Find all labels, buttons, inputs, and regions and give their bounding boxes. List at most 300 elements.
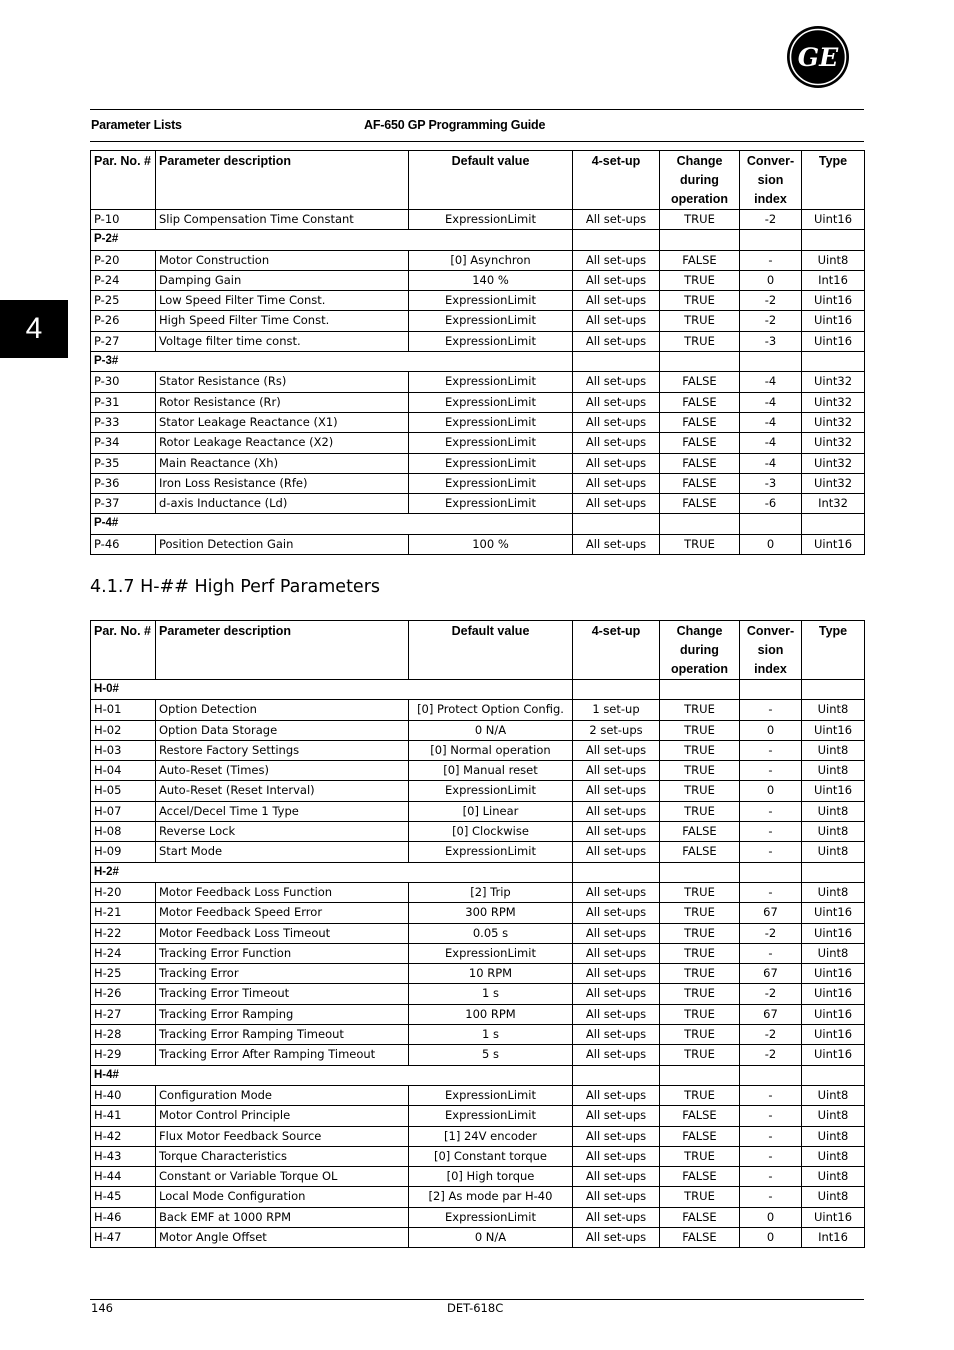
cell-par-no: H-42 [91,1126,156,1146]
cell-setup: 1 set-up [573,700,660,720]
cell-type: Uint16 [802,1004,865,1024]
cell-par-no: H-05 [91,781,156,801]
cell-default-value: [0] Normal operation [409,740,573,760]
empty-cell [802,352,865,372]
cell-setup: All set-ups [573,1025,660,1045]
cell-conversion-index: -4 [740,372,802,392]
cell-setup: All set-ups [573,453,660,473]
cell-par-no: P-25 [91,291,156,311]
cell-conversion-index: - [740,801,802,821]
cell-default-value: ExpressionLimit [409,331,573,351]
cell-change-during-operation: TRUE [660,331,740,351]
table-row [91,433,865,453]
cell-setup: All set-ups [573,534,660,554]
cell-type: Uint8 [802,1187,865,1207]
logo-text: GE [797,43,839,72]
table-row [91,964,865,984]
cell-par-no: H-01 [91,700,156,720]
cell-description: Tracking Error Timeout [156,984,409,1004]
cell-setup: All set-ups [573,740,660,760]
col-header-type: Type [802,621,865,680]
cell-change-during-operation: FALSE [660,250,740,270]
cell-type: Uint8 [802,943,865,963]
cell-change-during-operation: TRUE [660,1085,740,1105]
table-row [91,534,865,554]
cell-par-no: H-24 [91,943,156,963]
cell-type: Uint8 [802,801,865,821]
cell-default-value: ExpressionLimit [409,1106,573,1126]
cell-type: Uint8 [802,1146,865,1166]
cell-par-no: H-41 [91,1106,156,1126]
header-rule [90,141,864,142]
cell-change-during-operation: FALSE [660,1106,740,1126]
cell-setup: All set-ups [573,882,660,902]
cell-par-no: H-27 [91,1004,156,1024]
cell-type: Uint16 [802,984,865,1004]
cell-change-during-operation: FALSE [660,1167,740,1187]
cell-change-during-operation: FALSE [660,372,740,392]
cell-par-no: P-27 [91,331,156,351]
cell-default-value: [0] Manual reset [409,761,573,781]
cell-default-value: 100 % [409,534,573,554]
table-row [91,1085,865,1105]
empty-cell [573,352,660,372]
cell-setup: All set-ups [573,392,660,412]
cell-setup: All set-ups [573,250,660,270]
empty-cell [740,862,802,882]
cell-par-no: P-26 [91,311,156,331]
cell-default-value: [2] As mode par H-40 [409,1187,573,1207]
cell-par-no: P-46 [91,534,156,554]
cell-type: Uint16 [802,1045,865,1065]
empty-cell [660,862,740,882]
cell-conversion-index: -2 [740,1025,802,1045]
empty-cell [740,680,802,700]
group-label: H-4# [91,1065,573,1085]
cell-setup: All set-ups [573,822,660,842]
col-header-par-no: Par. No. # [91,621,156,680]
ge-logo [786,25,850,89]
cell-description: Tracking Error Ramping [156,1004,409,1024]
cell-conversion-index: - [740,740,802,760]
cell-type: Uint8 [802,1126,865,1146]
cell-change-during-operation: TRUE [660,903,740,923]
cell-conversion-index: - [740,1085,802,1105]
cell-description: Tracking Error [156,964,409,984]
parameter-table-p [90,150,865,555]
cell-default-value: ExpressionLimit [409,842,573,862]
cell-par-no: H-44 [91,1167,156,1187]
table-row [91,903,865,923]
cell-conversion-index: 0 [740,1207,802,1227]
cell-change-during-operation: TRUE [660,534,740,554]
cell-conversion-index: 0 [740,781,802,801]
empty-cell [660,230,740,250]
cell-description: Iron Loss Resistance (Rfe) [156,473,409,493]
empty-cell [573,1065,660,1085]
empty-cell [573,230,660,250]
cell-setup: All set-ups [573,1085,660,1105]
cell-conversion-index: - [740,1126,802,1146]
cell-conversion-index: - [740,1106,802,1126]
cell-default-value: ExpressionLimit [409,1085,573,1105]
group-row [91,1065,865,1085]
cell-change-during-operation: TRUE [660,1187,740,1207]
cell-par-no: P-36 [91,473,156,493]
cell-default-value: ExpressionLimit [409,412,573,432]
col-header-setup: 4-set-up [573,621,660,680]
cell-default-value: 1 s [409,1025,573,1045]
cell-type: Uint16 [802,923,865,943]
cell-setup: All set-ups [573,1167,660,1187]
group-row [91,352,865,372]
cell-par-no: H-08 [91,822,156,842]
cell-type: Uint8 [802,250,865,270]
table-row [91,1106,865,1126]
cell-change-during-operation: TRUE [660,801,740,821]
cell-conversion-index: -4 [740,453,802,473]
cell-conversion-index: 67 [740,964,802,984]
cell-type: Uint16 [802,1025,865,1045]
empty-cell [660,352,740,372]
cell-setup: All set-ups [573,984,660,1004]
col-header-par-no: Par. No. # [91,151,156,210]
cell-conversion-index: 0 [740,534,802,554]
cell-default-value: 0.05 s [409,923,573,943]
cell-description: Tracking Error Function [156,943,409,963]
col-header-change: Change during operation [660,151,740,210]
table-row [91,1025,865,1045]
cell-conversion-index: -3 [740,473,802,493]
cell-default-value: 0 N/A [409,1228,573,1248]
empty-cell [573,514,660,534]
cell-description: Option Detection [156,700,409,720]
cell-setup: All set-ups [573,372,660,392]
cell-setup: All set-ups [573,1146,660,1166]
cell-default-value: ExpressionLimit [409,494,573,514]
table-row [91,1004,865,1024]
cell-default-value: [0] High torque [409,1167,573,1187]
cell-conversion-index: -2 [740,311,802,331]
cell-default-value: ExpressionLimit [409,781,573,801]
cell-conversion-index: -6 [740,494,802,514]
cell-description: Configuration Mode [156,1085,409,1105]
cell-setup: All set-ups [573,433,660,453]
group-row [91,230,865,250]
page-number: 146 [91,1301,113,1315]
cell-change-during-operation: TRUE [660,1146,740,1166]
cell-change-during-operation: TRUE [660,882,740,902]
header-rule [90,109,864,110]
cell-description: Motor Construction [156,250,409,270]
cell-change-during-operation: TRUE [660,761,740,781]
cell-default-value: [0] Protect Option Config. [409,700,573,720]
cell-description: Auto-Reset (Reset Interval) [156,781,409,801]
group-label: P-2# [91,230,573,250]
col-header-description: Parameter description [156,151,409,210]
cell-change-during-operation: FALSE [660,433,740,453]
table-row [91,210,865,230]
empty-cell [740,514,802,534]
cell-change-during-operation: TRUE [660,210,740,230]
cell-setup: All set-ups [573,781,660,801]
table-row [91,801,865,821]
cell-par-no: P-31 [91,392,156,412]
cell-description: Back EMF at 1000 RPM [156,1207,409,1227]
group-row [91,862,865,882]
cell-par-no: H-03 [91,740,156,760]
cell-conversion-index: - [740,700,802,720]
table-row [91,1126,865,1146]
group-label: P-4# [91,514,573,534]
table-row [91,1228,865,1248]
cell-par-no: H-09 [91,842,156,862]
cell-conversion-index: 0 [740,1228,802,1248]
cell-setup: All set-ups [573,1045,660,1065]
cell-par-no: H-20 [91,882,156,902]
table-row [91,781,865,801]
cell-setup: All set-ups [573,331,660,351]
cell-description: Torque Characteristics [156,1146,409,1166]
cell-conversion-index: 67 [740,903,802,923]
empty-cell [802,680,865,700]
cell-setup: All set-ups [573,1187,660,1207]
cell-default-value: [0] Constant torque [409,1146,573,1166]
cell-par-no: P-20 [91,250,156,270]
cell-description: Restore Factory Settings [156,740,409,760]
cell-type: Uint8 [802,1085,865,1105]
empty-cell [802,1065,865,1085]
cell-setup: All set-ups [573,473,660,493]
cell-change-during-operation: TRUE [660,984,740,1004]
cell-default-value: ExpressionLimit [409,473,573,493]
cell-par-no: H-07 [91,801,156,821]
table-row [91,882,865,902]
cell-conversion-index: -2 [740,923,802,943]
cell-description: Option Data Storage [156,720,409,740]
cell-conversion-index: - [740,1146,802,1166]
cell-default-value: ExpressionLimit [409,291,573,311]
cell-type: Uint32 [802,473,865,493]
group-label: P-3# [91,352,573,372]
cell-type: Int32 [802,494,865,514]
section-heading: 4.1.7 H-## High Perf Parameters [90,577,381,597]
cell-par-no: P-30 [91,372,156,392]
cell-setup: All set-ups [573,412,660,432]
cell-type: Uint16 [802,210,865,230]
cell-description: Local Mode Configuration [156,1187,409,1207]
document-title: AF-650 GP Programming Guide [364,118,546,132]
table-row [91,984,865,1004]
chapter-tab [0,300,68,358]
cell-conversion-index: -2 [740,291,802,311]
cell-setup: All set-ups [573,494,660,514]
cell-par-no: H-29 [91,1045,156,1065]
cell-default-value: 0 N/A [409,720,573,740]
cell-setup: All set-ups [573,1228,660,1248]
cell-type: Uint16 [802,331,865,351]
cell-change-during-operation: FALSE [660,822,740,842]
cell-change-during-operation: TRUE [660,781,740,801]
cell-default-value: ExpressionLimit [409,210,573,230]
cell-type: Uint8 [802,882,865,902]
cell-default-value: ExpressionLimit [409,1207,573,1227]
document-code: DET-618C [447,1301,504,1315]
cell-conversion-index: - [740,250,802,270]
cell-default-value: [0] Linear [409,801,573,821]
cell-par-no: P-35 [91,453,156,473]
table-row [91,842,865,862]
cell-setup: All set-ups [573,270,660,290]
cell-par-no: H-21 [91,903,156,923]
cell-par-no: H-47 [91,1228,156,1248]
cell-description: Motor Control Principle [156,1106,409,1126]
col-header-change: Change during operation [660,621,740,680]
cell-description: Main Reactance (Xh) [156,453,409,473]
cell-change-during-operation: TRUE [660,964,740,984]
cell-conversion-index: 0 [740,720,802,740]
cell-setup: All set-ups [573,923,660,943]
group-row [91,514,865,534]
cell-change-during-operation: TRUE [660,1025,740,1045]
cell-par-no: H-40 [91,1085,156,1105]
cell-description: Slip Compensation Time Constant [156,210,409,230]
col-header-conversion: Conver-sion index [740,621,802,680]
cell-type: Uint16 [802,534,865,554]
cell-conversion-index: 67 [740,1004,802,1024]
cell-default-value: 140 % [409,270,573,290]
cell-description: Rotor Leakage Reactance (X2) [156,433,409,453]
cell-conversion-index: -2 [740,1045,802,1065]
cell-description: Constant or Variable Torque OL [156,1167,409,1187]
cell-description: Motor Feedback Loss Function [156,882,409,902]
cell-conversion-index: -2 [740,984,802,1004]
cell-change-during-operation: FALSE [660,473,740,493]
empty-cell [740,352,802,372]
cell-conversion-index: -4 [740,433,802,453]
cell-description: Tracking Error After Ramping Timeout [156,1045,409,1065]
cell-description: Auto-Reset (Times) [156,761,409,781]
cell-default-value: 1 s [409,984,573,1004]
cell-conversion-index: - [740,842,802,862]
empty-cell [573,680,660,700]
cell-par-no: H-25 [91,964,156,984]
cell-change-during-operation: FALSE [660,494,740,514]
cell-par-no: P-34 [91,433,156,453]
cell-description: Low Speed Filter Time Const. [156,291,409,311]
cell-par-no: H-22 [91,923,156,943]
cell-conversion-index: -4 [740,392,802,412]
cell-conversion-index: - [740,1187,802,1207]
cell-default-value: ExpressionLimit [409,311,573,331]
cell-setup: All set-ups [573,842,660,862]
cell-type: Uint8 [802,761,865,781]
cell-type: Uint32 [802,372,865,392]
cell-par-no: H-26 [91,984,156,1004]
cell-description: Rotor Resistance (Rr) [156,392,409,412]
footer-rule [90,1299,864,1300]
col-header-setup: 4-set-up [573,151,660,210]
cell-par-no: H-45 [91,1187,156,1207]
cell-conversion-index: 0 [740,270,802,290]
col-header-description: Parameter description [156,621,409,680]
table-row [91,700,865,720]
cell-type: Uint16 [802,311,865,331]
empty-cell [740,230,802,250]
cell-conversion-index: - [740,882,802,902]
table-row [91,473,865,493]
cell-change-during-operation: TRUE [660,270,740,290]
table-row [91,740,865,760]
cell-default-value: ExpressionLimit [409,453,573,473]
cell-change-during-operation: FALSE [660,1126,740,1146]
cell-default-value: [2] Trip [409,882,573,902]
chapter-number: 4 [25,312,43,345]
cell-conversion-index: - [740,943,802,963]
cell-default-value: [1] 24V encoder [409,1126,573,1146]
cell-description: Tracking Error Ramping Timeout [156,1025,409,1045]
table-row [91,923,865,943]
cell-default-value: ExpressionLimit [409,433,573,453]
table-header-row [91,621,865,680]
cell-type: Int16 [802,270,865,290]
table-row [91,1207,865,1227]
cell-type: Uint8 [802,1167,865,1187]
cell-description: Position Detection Gain [156,534,409,554]
cell-setup: All set-ups [573,1106,660,1126]
cell-type: Uint8 [802,700,865,720]
cell-setup: All set-ups [573,964,660,984]
cell-par-no: P-24 [91,270,156,290]
cell-change-during-operation: TRUE [660,291,740,311]
cell-type: Uint16 [802,903,865,923]
empty-cell [802,514,865,534]
cell-conversion-index: -2 [740,210,802,230]
cell-conversion-index: - [740,761,802,781]
cell-setup: 2 set-ups [573,720,660,740]
cell-description: Motor Angle Offset [156,1228,409,1248]
empty-cell [802,862,865,882]
cell-description: Flux Motor Feedback Source [156,1126,409,1146]
cell-default-value: 5 s [409,1045,573,1065]
empty-cell [660,680,740,700]
table-row [91,1167,865,1187]
cell-par-no: P-10 [91,210,156,230]
cell-change-during-operation: FALSE [660,1228,740,1248]
cell-conversion-index: - [740,822,802,842]
cell-setup: All set-ups [573,761,660,781]
cell-type: Uint8 [802,740,865,760]
cell-change-during-operation: TRUE [660,1004,740,1024]
cell-setup: All set-ups [573,801,660,821]
cell-change-during-operation: TRUE [660,1045,740,1065]
table-row [91,412,865,432]
cell-par-no: H-04 [91,761,156,781]
cell-setup: All set-ups [573,291,660,311]
table-row [91,372,865,392]
cell-type: Uint16 [802,781,865,801]
cell-type: Uint32 [802,392,865,412]
cell-description: d-axis Inductance (Ld) [156,494,409,514]
cell-description: Stator Leakage Reactance (X1) [156,412,409,432]
cell-default-value: ExpressionLimit [409,943,573,963]
cell-change-during-operation: FALSE [660,842,740,862]
cell-description: Start Mode [156,842,409,862]
cell-type: Uint16 [802,964,865,984]
cell-change-during-operation: TRUE [660,720,740,740]
cell-change-during-operation: TRUE [660,700,740,720]
cell-default-value: 10 RPM [409,964,573,984]
